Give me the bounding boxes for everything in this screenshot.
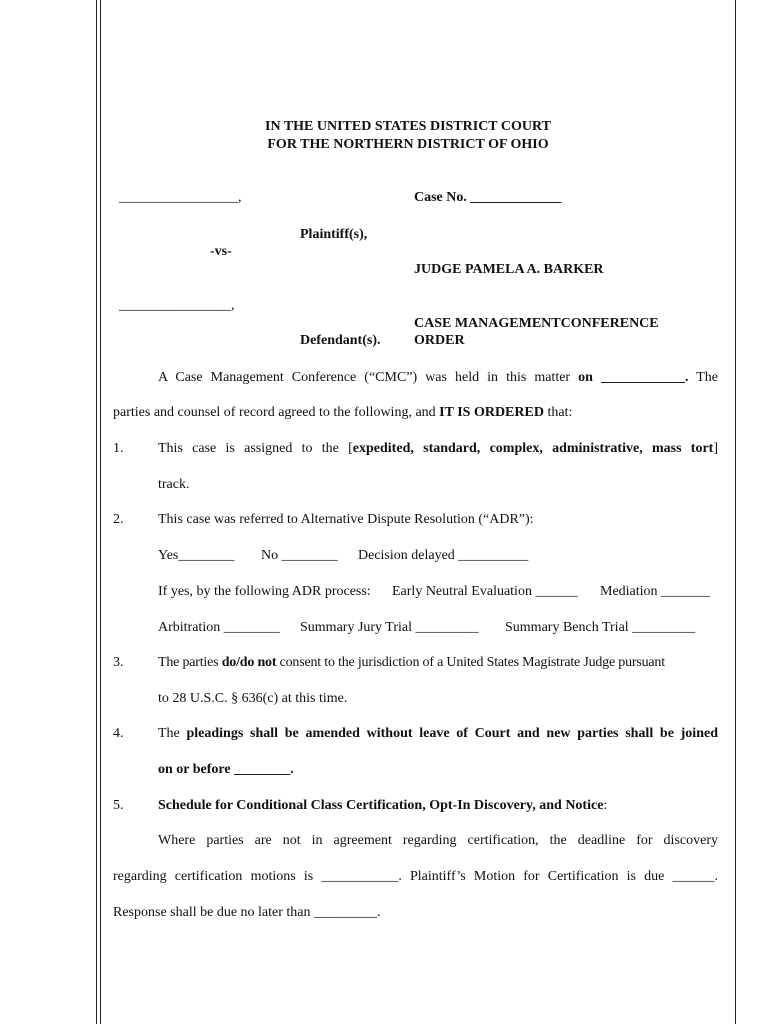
item-3-consent-option: do/do not — [221, 655, 277, 670]
case-number: Case No. _____________ — [414, 190, 562, 205]
adr-mediation: Mediation _______ — [600, 584, 711, 599]
item-5-para-line2: regarding certification motions is ___________. Plaintiff’s Motion for Certification is due ______. — [113, 869, 718, 884]
intro-line1 — [158, 370, 718, 386]
item-4-line1 — [158, 726, 718, 742]
item-1-line1 — [158, 441, 718, 457]
versus-label: -vs- — [210, 244, 232, 259]
item-4-pleadings: pleadings shall be amended without leave of Court and new parties shall be joined — [186, 726, 718, 741]
item-3-number: 3. — [113, 655, 124, 670]
item-2-text: This case was referred to Alternative Dispute Resolution (“ADR”): — [158, 512, 534, 527]
adr-no: No ________ — [261, 548, 338, 563]
item-3-line2: to 28 U.S.C. § 636(c) at this time. — [158, 691, 348, 706]
plaintiff-label: Plaintiff(s), — [300, 227, 368, 242]
adr-summary-bench-trial: Summary Bench Trial _________ — [505, 620, 696, 635]
adr-process-label: If yes, by the following ADR process: — [158, 584, 371, 599]
item-3-text-b: consent to the jurisdiction of a United States Magistrate Judge pursuant — [276, 655, 665, 670]
adr-arbitration: Arbitration ________ — [158, 620, 280, 635]
order-title-line2: ORDER — [414, 333, 465, 348]
intro-end: The — [696, 370, 718, 385]
item-5-heading-colon: : — [603, 798, 608, 813]
adr-yes: Yes________ — [158, 548, 235, 563]
adr-early-neutral-evaluation: Early Neutral Evaluation ______ — [392, 584, 578, 599]
item-1-number: 1. — [113, 441, 124, 456]
intro-date-blank: on ____________. — [578, 370, 689, 385]
plaintiff-name-blank: _________________, — [119, 190, 242, 205]
item-1-track-options: expedited, standard, complex, administrative, mass tort — [352, 441, 714, 456]
judge-name: JUDGE PAMELA A. BARKER — [414, 262, 604, 277]
item-5-heading-text: Schedule for Conditional Class Certification, Opt-In Discovery, and Notice — [158, 798, 604, 813]
intro-line2-text: parties and counsel of record agreed to the following, and — [113, 405, 440, 420]
intro-line2 — [113, 405, 572, 421]
item-4-line2: on or before ________. — [158, 762, 294, 777]
defendant-label: Defendant(s). — [300, 333, 381, 348]
item-2-number: 2. — [113, 512, 124, 527]
it-is-ordered: IT IS ORDERED — [439, 405, 544, 420]
item-5-para-line1: Where parties are not in agreement regarding certification, the deadline for discovery — [158, 833, 718, 848]
defendant-name-blank: ________________, — [119, 298, 235, 313]
item-1-line2: track. — [158, 477, 190, 492]
adr-decision-delayed: Decision delayed __________ — [358, 548, 529, 563]
item-3-text-a: The parties — [158, 655, 222, 670]
intro-text: A Case Management Conference (“CMC”) was held in this matter — [158, 370, 579, 385]
item-4-number: 4. — [113, 726, 124, 741]
item-4-text-a: The — [158, 726, 187, 741]
item-3-line1 — [158, 655, 665, 671]
item-1-bracket: ] — [713, 441, 719, 456]
order-title-line1: CASE MANAGEMENTCONFERENCE — [414, 316, 659, 331]
intro-line2-end: that: — [543, 405, 573, 420]
adr-summary-jury-trial: Summary Jury Trial _________ — [300, 620, 479, 635]
item-5-para-line3: Response shall be due no later than _________. — [113, 905, 381, 920]
court-heading-line1: IN THE UNITED STATES DISTRICT COURT — [265, 119, 551, 134]
court-heading-line2: FOR THE NORTHERN DISTRICT OF OHIO — [267, 137, 549, 152]
item-1-text: This case is assigned to the [ — [158, 441, 353, 456]
item-5-number: 5. — [113, 798, 124, 813]
item-5-heading — [158, 798, 607, 814]
